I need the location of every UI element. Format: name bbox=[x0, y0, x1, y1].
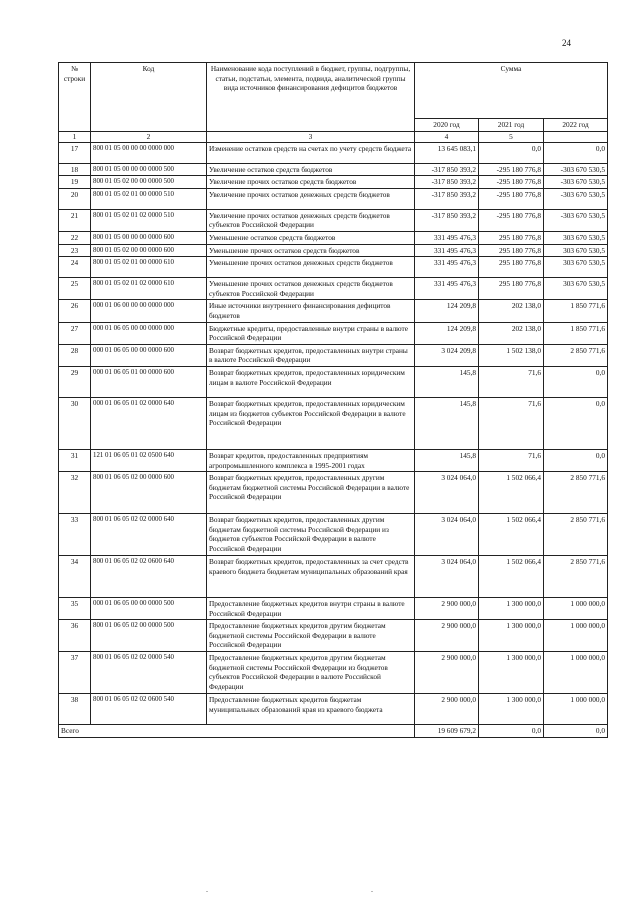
row-value-2021: 1 300 000,0 bbox=[479, 620, 544, 652]
table-row bbox=[59, 176, 608, 189]
table-row bbox=[59, 694, 608, 725]
column-index: 4 bbox=[415, 131, 479, 142]
row-number: 22 bbox=[59, 231, 91, 244]
row-name: Увеличение прочих остатков денежных средств бюджетов bbox=[207, 188, 415, 209]
row-code: 800 01 05 02 01 02 0000 610 bbox=[91, 278, 207, 300]
row-value-2020: 2 900 000,0 bbox=[415, 694, 479, 725]
table-row bbox=[59, 472, 608, 514]
column-index: 2 bbox=[91, 131, 207, 142]
row-value-2022: -303 670 530,5 bbox=[544, 176, 608, 189]
row-number: 19 bbox=[59, 176, 91, 189]
row-value-2020: 2 900 000,0 bbox=[415, 620, 479, 652]
column-index: 3 bbox=[207, 131, 415, 142]
row-number: 36 bbox=[59, 620, 91, 652]
row-number: 35 bbox=[59, 598, 91, 620]
table-row bbox=[59, 449, 608, 471]
header-year-2022: 2022 год bbox=[544, 119, 608, 132]
row-value-2022: 0,0 bbox=[544, 366, 608, 397]
row-value-2022: 1 000 000,0 bbox=[544, 694, 608, 725]
row-code: 800 01 05 02 01 02 0000 510 bbox=[91, 209, 207, 231]
row-value-2020: 13 645 083,1 bbox=[415, 142, 479, 163]
header-name: Наименование кода поступлений в бюджет, группы, подгруппы, статьи, подстатьи, элемента, подвида, аналитической группы вида источников финансирования дефицитов бюджетов bbox=[207, 63, 415, 132]
row-name: Уменьшение прочих остатков денежных средств бюджетов bbox=[207, 257, 415, 278]
row-code: 000 01 06 00 00 00 0000 000 bbox=[91, 300, 207, 322]
row-value-2022: 2 850 771,6 bbox=[544, 556, 608, 598]
row-value-2020: 3 024 064,0 bbox=[415, 556, 479, 598]
row-number: 34 bbox=[59, 556, 91, 598]
row-value-2020: -317 850 393,2 bbox=[415, 209, 479, 231]
total-label: Всего bbox=[59, 725, 415, 738]
row-value-2020: 331 495 476,3 bbox=[415, 244, 479, 257]
row-value-2021: 71,6 bbox=[479, 397, 544, 449]
row-number: 37 bbox=[59, 652, 91, 694]
row-code: 800 01 05 00 00 00 0000 500 bbox=[91, 163, 207, 176]
row-value-2022: -303 670 530,5 bbox=[544, 209, 608, 231]
row-code: 800 01 06 05 02 02 0000 540 bbox=[91, 652, 207, 694]
row-value-2021: -295 180 776,8 bbox=[479, 188, 544, 209]
row-name: Предоставление бюджетных кредитов другим бюджетам бюджетной системы Российской Федерации в валюте Российской Федерации bbox=[207, 620, 415, 652]
row-code: 121 01 06 05 01 02 0500 640 bbox=[91, 449, 207, 471]
row-code: 800 01 06 05 02 02 0600 540 bbox=[91, 694, 207, 725]
table-row bbox=[59, 278, 608, 300]
row-value-2022: 0,0 bbox=[544, 142, 608, 163]
row-number: 38 bbox=[59, 694, 91, 725]
row-value-2020: -317 850 393,2 bbox=[415, 176, 479, 189]
row-value-2022: -303 670 530,5 bbox=[544, 163, 608, 176]
row-value-2021: 295 180 776,8 bbox=[479, 278, 544, 300]
row-value-2020: 145,8 bbox=[415, 366, 479, 397]
row-name: Возврат бюджетных кредитов, предоставленных юридическим лицам из бюджетов субъектов Российской Федерации в валюте Российской Федерации bbox=[207, 397, 415, 449]
row-value-2021: 0,0 bbox=[479, 142, 544, 163]
row-name: Предоставление бюджетных кредитов другим бюджетам бюджетной системы Российской Федерации из бюджетов субъектов Российской Федерации в валюте Российской Федерации bbox=[207, 652, 415, 694]
row-value-2022: 0,0 bbox=[544, 397, 608, 449]
row-name: Увеличение остатков средств бюджетов bbox=[207, 163, 415, 176]
table-row bbox=[59, 598, 608, 620]
row-value-2020: 124 209,8 bbox=[415, 322, 479, 344]
row-code: 800 01 05 02 00 00 0000 600 bbox=[91, 244, 207, 257]
header-year-2020: 2020 год bbox=[415, 119, 479, 132]
column-index: 1 bbox=[59, 131, 91, 142]
table-header bbox=[59, 63, 608, 143]
row-value-2021: 1 300 000,0 bbox=[479, 598, 544, 620]
row-number: 31 bbox=[59, 449, 91, 471]
table-row bbox=[59, 322, 608, 344]
row-code: 800 01 05 02 01 00 0000 610 bbox=[91, 257, 207, 278]
row-code: 000 01 06 05 00 00 0000 000 bbox=[91, 322, 207, 344]
row-value-2022: 1 000 000,0 bbox=[544, 598, 608, 620]
row-name: Уменьшение прочих остатков денежных средств бюджетов субъектов Российской Федерации bbox=[207, 278, 415, 300]
table-row bbox=[59, 366, 608, 397]
row-name: Уменьшение прочих остатков средств бюджетов bbox=[207, 244, 415, 257]
row-value-2021: -295 180 776,8 bbox=[479, 209, 544, 231]
row-value-2022: 2 850 771,6 bbox=[544, 344, 608, 366]
row-number: 26 bbox=[59, 300, 91, 322]
row-value-2021: -295 180 776,8 bbox=[479, 163, 544, 176]
row-value-2022: 303 670 530,5 bbox=[544, 278, 608, 300]
column-index-row bbox=[59, 131, 608, 142]
row-code: 000 01 06 05 01 02 0000 640 bbox=[91, 397, 207, 449]
row-code: 800 01 06 05 02 02 0600 640 bbox=[91, 556, 207, 598]
row-name: Возврат кредитов, предоставленных предприятиям агропромышленного комплекса в 1995-2001 годах bbox=[207, 449, 415, 471]
row-value-2020: 2 900 000,0 bbox=[415, 598, 479, 620]
row-code: 800 01 05 00 00 00 0000 000 bbox=[91, 142, 207, 163]
row-value-2020: 331 495 476,3 bbox=[415, 278, 479, 300]
column-index bbox=[544, 131, 608, 142]
row-value-2020: 124 209,8 bbox=[415, 300, 479, 322]
row-code: 000 01 06 05 00 00 0000 600 bbox=[91, 344, 207, 366]
row-value-2021: -295 180 776,8 bbox=[479, 176, 544, 189]
header-amount: Сумма bbox=[415, 63, 608, 119]
total-2021: 0,0 bbox=[479, 725, 544, 738]
row-code: 000 01 06 05 01 00 0000 600 bbox=[91, 366, 207, 397]
row-value-2022: 303 670 530,5 bbox=[544, 231, 608, 244]
row-value-2021: 202 138,0 bbox=[479, 322, 544, 344]
row-code: 800 01 06 05 02 02 0000 640 bbox=[91, 514, 207, 556]
total-2020: 19 609 679,2 bbox=[415, 725, 479, 738]
row-value-2022: 2 850 771,6 bbox=[544, 472, 608, 514]
table-body bbox=[59, 142, 608, 724]
row-name: Возврат бюджетных кредитов, предоставленных внутри страны в валюте Российской Федерации bbox=[207, 344, 415, 366]
table-row bbox=[59, 556, 608, 598]
row-value-2020: 145,8 bbox=[415, 397, 479, 449]
row-code: 800 01 05 02 01 00 0000 510 bbox=[91, 188, 207, 209]
row-value-2020: 3 024 209,8 bbox=[415, 344, 479, 366]
table-row bbox=[59, 188, 608, 209]
row-name: Изменение остатков средств на счетах по учету средств бюджета bbox=[207, 142, 415, 163]
table-row bbox=[59, 620, 608, 652]
table-row bbox=[59, 163, 608, 176]
row-number: 28 bbox=[59, 344, 91, 366]
table-row bbox=[59, 257, 608, 278]
column-index: 5 bbox=[479, 131, 544, 142]
total-row bbox=[59, 725, 608, 738]
page-number: 24 bbox=[562, 38, 571, 48]
header-year-2021: 2021 год bbox=[479, 119, 544, 132]
table-row bbox=[59, 652, 608, 694]
row-value-2021: 1 300 000,0 bbox=[479, 652, 544, 694]
row-name: Предоставление бюджетных кредитов бюджетам муниципальных образований края из краевого бюджета bbox=[207, 694, 415, 725]
row-number: 21 bbox=[59, 209, 91, 231]
row-number: 17 bbox=[59, 142, 91, 163]
row-value-2021: 1 300 000,0 bbox=[479, 694, 544, 725]
row-value-2022: 303 670 530,5 bbox=[544, 244, 608, 257]
row-name: Иные источники внутреннего финансирования дефицитов бюджетов bbox=[207, 300, 415, 322]
row-value-2021: 295 180 776,8 bbox=[479, 257, 544, 278]
row-number: 25 bbox=[59, 278, 91, 300]
row-number: 18 bbox=[59, 163, 91, 176]
row-code: 800 01 06 05 02 00 0000 500 bbox=[91, 620, 207, 652]
header-row-number: № строки bbox=[59, 63, 91, 132]
row-value-2021: 295 180 776,8 bbox=[479, 244, 544, 257]
row-name: Уменьшение остатков средств бюджетов bbox=[207, 231, 415, 244]
row-number: 33 bbox=[59, 514, 91, 556]
row-value-2020: 2 900 000,0 bbox=[415, 652, 479, 694]
row-name: Возврат бюджетных кредитов, предоставленных другим бюджетам бюджетной системы Российской Федерации в валюте Российской Федерации bbox=[207, 472, 415, 514]
row-name: Предоставление бюджетных кредитов внутри страны в валюте Российской Федерации bbox=[207, 598, 415, 620]
row-value-2021: 202 138,0 bbox=[479, 300, 544, 322]
row-number: 32 bbox=[59, 472, 91, 514]
row-value-2022: 1 850 771,6 bbox=[544, 322, 608, 344]
table-row bbox=[59, 300, 608, 322]
row-value-2022: 2 850 771,6 bbox=[544, 514, 608, 556]
row-value-2020: 3 024 064,0 bbox=[415, 514, 479, 556]
row-code: 800 01 05 02 00 00 0000 500 bbox=[91, 176, 207, 189]
header-code: Код bbox=[91, 63, 207, 132]
row-value-2021: 1 502 066,4 bbox=[479, 556, 544, 598]
table-row bbox=[59, 244, 608, 257]
row-value-2021: 1 502 066,4 bbox=[479, 514, 544, 556]
footer-mark: - bbox=[206, 889, 208, 895]
row-value-2021: 1 502 138,0 bbox=[479, 344, 544, 366]
row-value-2020: 145,8 bbox=[415, 449, 479, 471]
row-name: Возврат бюджетных кредитов, предоставленных другим бюджетам бюджетной системы Российской Федерации из бюджетов субъектов Российской Федерации в валюте Российской Федерации bbox=[207, 514, 415, 556]
row-code: 000 01 06 05 00 00 0000 500 bbox=[91, 598, 207, 620]
table-row bbox=[59, 514, 608, 556]
sources-table bbox=[58, 62, 608, 738]
row-name: Бюджетные кредиты, предоставленные внутри страны в валюте Российской Федерации bbox=[207, 322, 415, 344]
row-value-2022: 1 850 771,6 bbox=[544, 300, 608, 322]
table-row bbox=[59, 397, 608, 449]
row-name: Увеличение прочих остатков денежных средств бюджетов субъектов Российской Федерации bbox=[207, 209, 415, 231]
row-value-2021: 295 180 776,8 bbox=[479, 231, 544, 244]
table-row bbox=[59, 209, 608, 231]
row-value-2020: 331 495 476,3 bbox=[415, 257, 479, 278]
total-2022: 0,0 bbox=[544, 725, 608, 738]
row-value-2022: 0,0 bbox=[544, 449, 608, 471]
table-row bbox=[59, 344, 608, 366]
row-value-2021: 71,6 bbox=[479, 366, 544, 397]
row-number: 24 bbox=[59, 257, 91, 278]
row-value-2020: 3 024 064,0 bbox=[415, 472, 479, 514]
table-row bbox=[59, 142, 608, 163]
row-value-2022: 303 670 530,5 bbox=[544, 257, 608, 278]
row-value-2021: 1 502 066,4 bbox=[479, 472, 544, 514]
row-name: Увеличение прочих остатков средств бюджетов bbox=[207, 176, 415, 189]
row-number: 27 bbox=[59, 322, 91, 344]
row-code: 800 01 06 05 02 00 0000 600 bbox=[91, 472, 207, 514]
footer-mark: - bbox=[371, 889, 373, 895]
row-value-2022: -303 670 530,5 bbox=[544, 188, 608, 209]
row-value-2020: 331 495 476,3 bbox=[415, 231, 479, 244]
row-value-2021: 71,6 bbox=[479, 449, 544, 471]
row-value-2020: -317 850 393,2 bbox=[415, 163, 479, 176]
row-value-2022: 1 000 000,0 bbox=[544, 652, 608, 694]
row-code: 800 01 05 00 00 00 0000 600 bbox=[91, 231, 207, 244]
row-number: 29 bbox=[59, 366, 91, 397]
row-number: 23 bbox=[59, 244, 91, 257]
table-row bbox=[59, 231, 608, 244]
row-value-2022: 1 000 000,0 bbox=[544, 620, 608, 652]
row-number: 20 bbox=[59, 188, 91, 209]
row-value-2020: -317 850 393,2 bbox=[415, 188, 479, 209]
row-name: Возврат бюджетных кредитов, предоставленных юридическим лицам в валюте Российской Федерации bbox=[207, 366, 415, 397]
row-name: Возврат бюджетных кредитов, предоставленных за счет средств краевого бюджета бюджетам муниципальных образований края bbox=[207, 556, 415, 598]
row-number: 30 bbox=[59, 397, 91, 449]
